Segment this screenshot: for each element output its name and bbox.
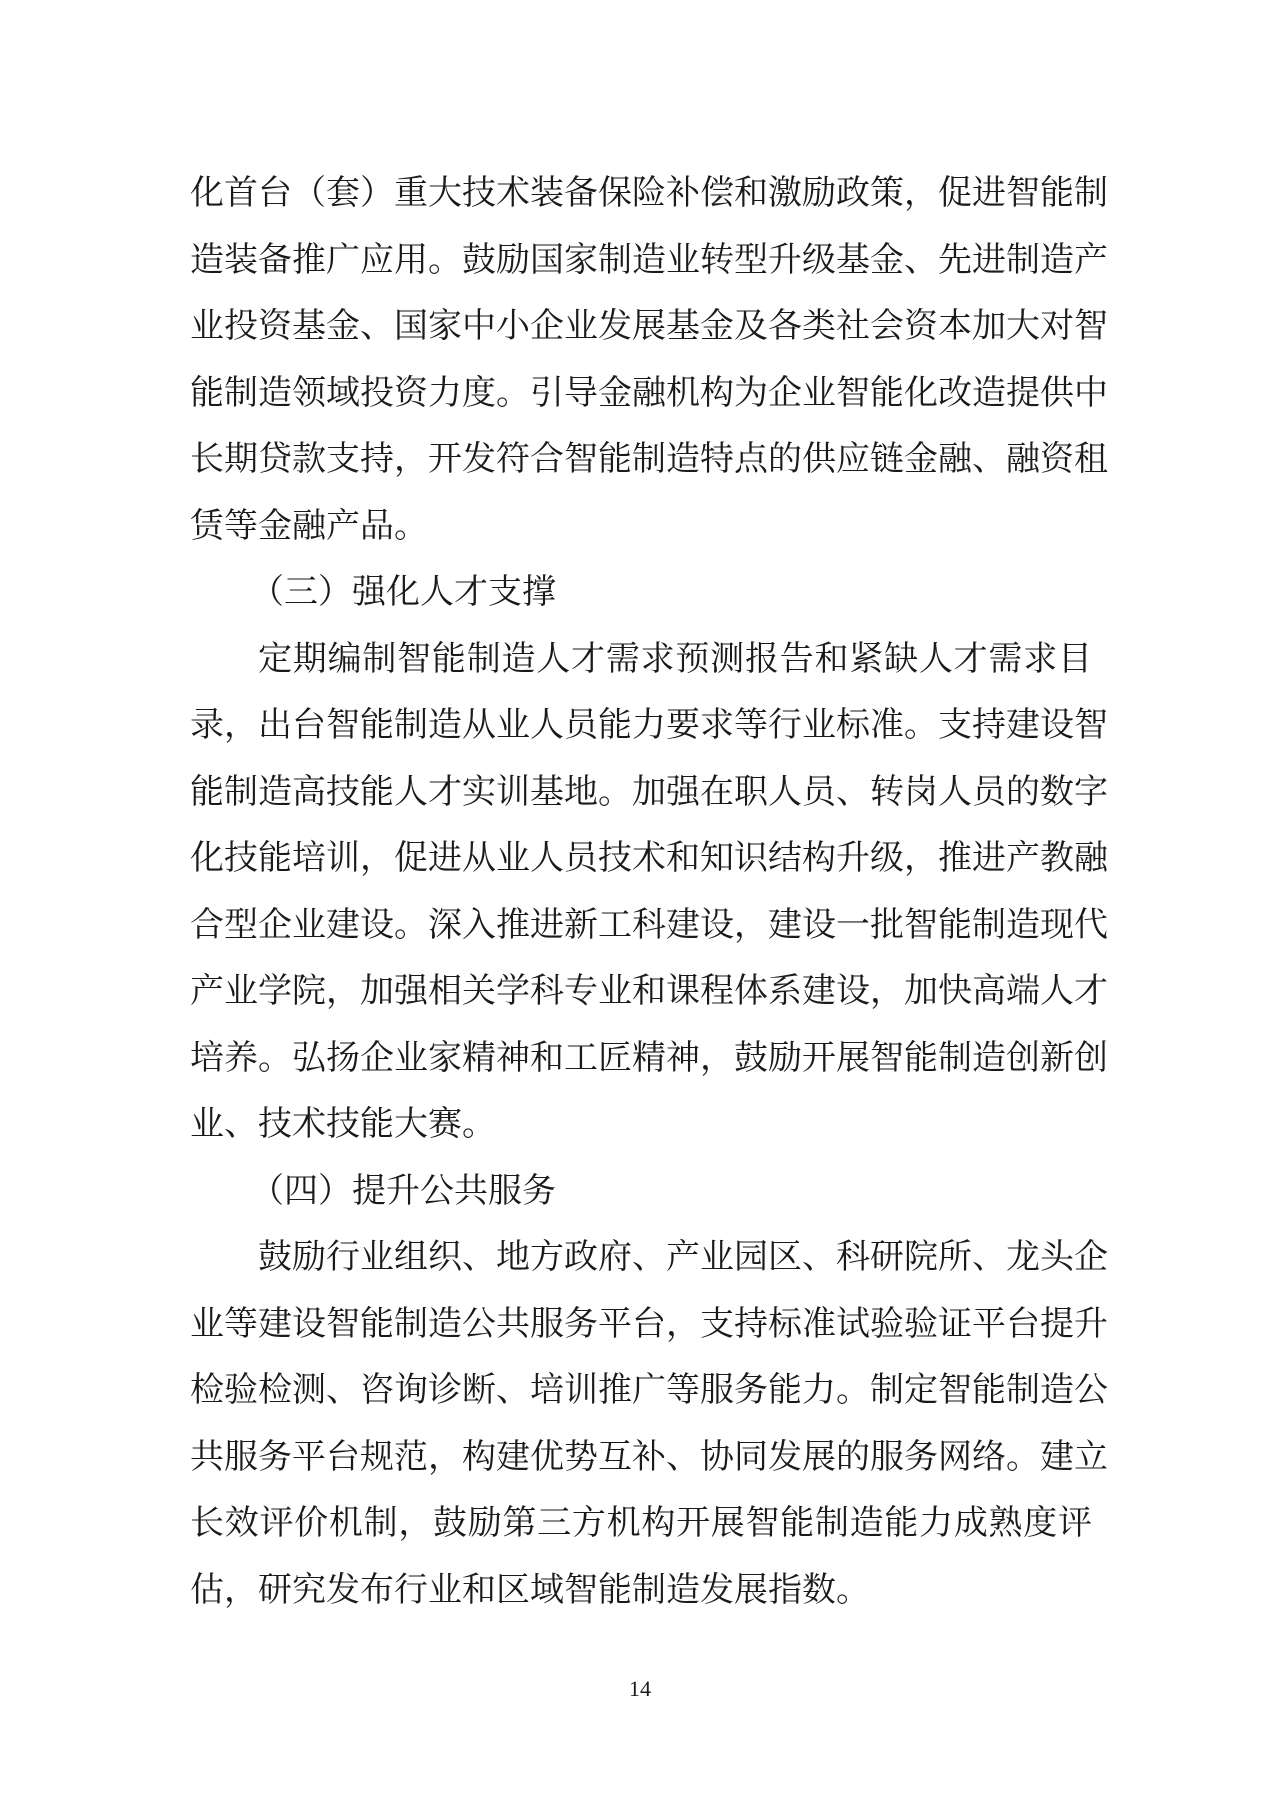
- text-line: 培养。弘扬企业家精神和工匠精神，鼓励开展智能制造创新创: [190, 1037, 1108, 1078]
- text-line: 业投资基金、国家中小企业发展基金及各类社会资本加大对智: [190, 306, 1108, 346]
- text-line: 产业学院，加强相关学科专业和课程体系建设，加快高端人才: [190, 971, 1108, 1011]
- text-line: 业等建设智能制造公共服务平台，支持标准试验验证平台提升: [190, 1303, 1108, 1344]
- section-heading-talent: （三）强化人才支撑: [250, 572, 556, 612]
- paragraph-talent-support: [190, 626, 1108, 1158]
- text-line: 长效评价机制，鼓励第三方机构开展智能制造能力成熟度评: [190, 1503, 1092, 1543]
- text-line: 长期贷款支持，开发符合智能制造特点的供应链金融、融资租: [190, 439, 1108, 479]
- text-line: 检验检测、咨询诊断、培训推广等服务能力。制定智能制造公: [190, 1370, 1108, 1410]
- text-line: 合型企业建设。深入推进新工科建设，建设一批智能制造现代: [190, 904, 1108, 945]
- text-line: 鼓励行业组织、地方政府、产业园区、科研院所、龙头企: [258, 1237, 1108, 1277]
- paragraph-public-service: [190, 1224, 1108, 1623]
- paragraph-financial-support: [190, 160, 1108, 559]
- page-body: [190, 160, 1108, 1623]
- text-line: 能制造高技能人才实训基地。加强在职人员、转岗人员的数字: [190, 771, 1108, 812]
- text-line: 造装备推广应用。鼓励国家制造业转型升级基金、先进制造产: [190, 239, 1108, 280]
- text-line: 共服务平台规范，构建优势互补、协同发展的服务网络。建立: [190, 1436, 1108, 1477]
- text-line: 录，出台智能制造从业人员能力要求等行业标准。支持建设智: [190, 705, 1108, 745]
- text-line: 化首台（套）重大技术装备保险补偿和激励政策，促进智能制: [190, 173, 1108, 213]
- section-heading-public-service: （四）提升公共服务: [250, 1170, 556, 1211]
- text-line: 估，研究发布行业和区域智能制造发展指数。: [190, 1569, 870, 1610]
- text-line: 化技能培训，促进从业人员技术和知识结构升级，推进产教融: [190, 838, 1108, 878]
- text-line: 能制造领域投资力度。引导金融机构为企业智能化改造提供中: [190, 372, 1108, 413]
- text-line: 业、技术技能大赛。: [190, 1104, 496, 1144]
- text-line: 定期编制智能制造人才需求预测报告和紧缺人才需求目: [258, 638, 1092, 679]
- page-number: 14: [629, 1676, 651, 1701]
- text-line: 赁等金融产品。: [190, 505, 428, 546]
